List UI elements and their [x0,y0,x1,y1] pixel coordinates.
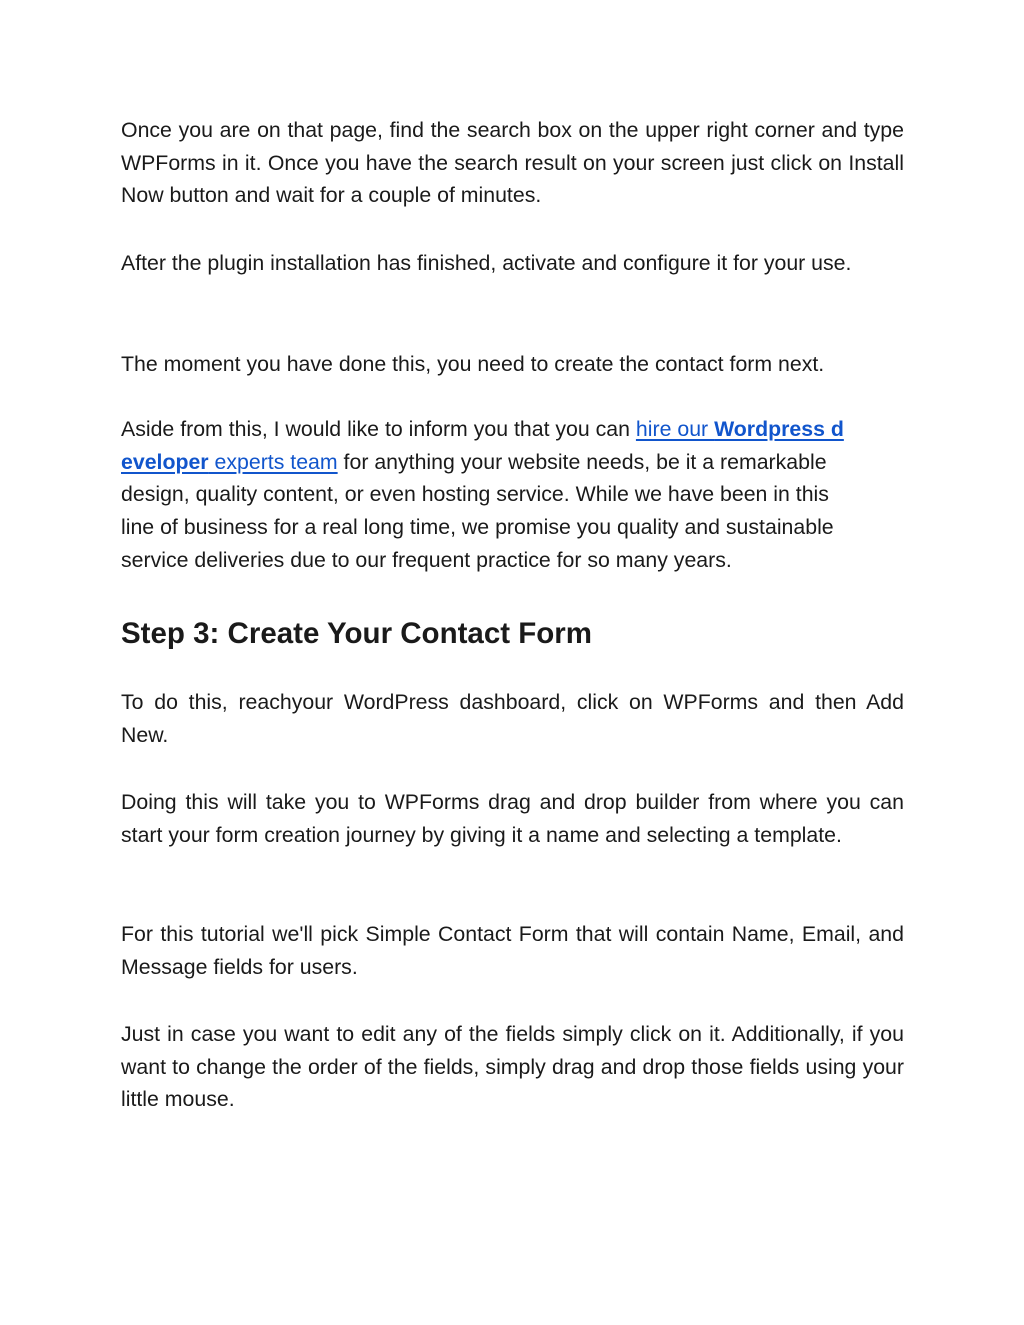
section-heading-step3: Step 3: Create Your Contact Form [121,617,592,650]
paragraph-drag-drop-builder: Doing this will take you to WPForms drag and drop builder from where you can start your form creation journey by giving it a name and selecting a template. [121,790,904,847]
paragraph-create-form-next: The moment you have done this, you need to create the contact form next. [121,352,825,376]
link-text-bold1: Wordpress d [714,417,844,441]
link-text-part1: hire our [635,417,715,441]
paragraph-dashboard-add-new: To do this, reachyour WordPress dashboard, click on WPForms and then Add New. [121,690,904,747]
paragraph-hire-line5: service deliveries due to our frequent practice for so many years. [121,547,732,572]
paragraph-hire-developer [121,413,921,577]
link-text-bold2: eveloper [121,449,209,474]
paragraph-hire-text-before: Aside from this, I would like to inform you that you can [121,417,636,441]
paragraph-hire-text-after: for anything your website needs, be it a remarkable [337,449,827,474]
paragraph-activate-plugin: After the plugin installation has finished, activate and configure it for your use. [121,251,852,275]
paragraph-install-wpforms: Once you are on that page, find the search box on the upper right corner and type WPForms in it. Once you have the search result on your screen just click on Install Now button and wait for a couple of minutes. [121,118,904,208]
paragraph-edit-fields: Just in case you want to edit any of the fields simply click on it. Additionally, if you want to change the order of the fields, simply drag and drop those fields using your little mouse. [121,1022,904,1112]
link-text-part2: experts team [208,449,338,474]
paragraph-hire-line3: design, quality content, or even hosting service. While we have been in this [121,482,829,507]
paragraph-hire-line4: line of business for a real long time, we promise you quality and sustainable [121,515,834,540]
paragraph-simple-contact-form: For this tutorial we'll pick Simple Contact Form that will contain Name, Email, and Message fields for users. [121,922,904,979]
